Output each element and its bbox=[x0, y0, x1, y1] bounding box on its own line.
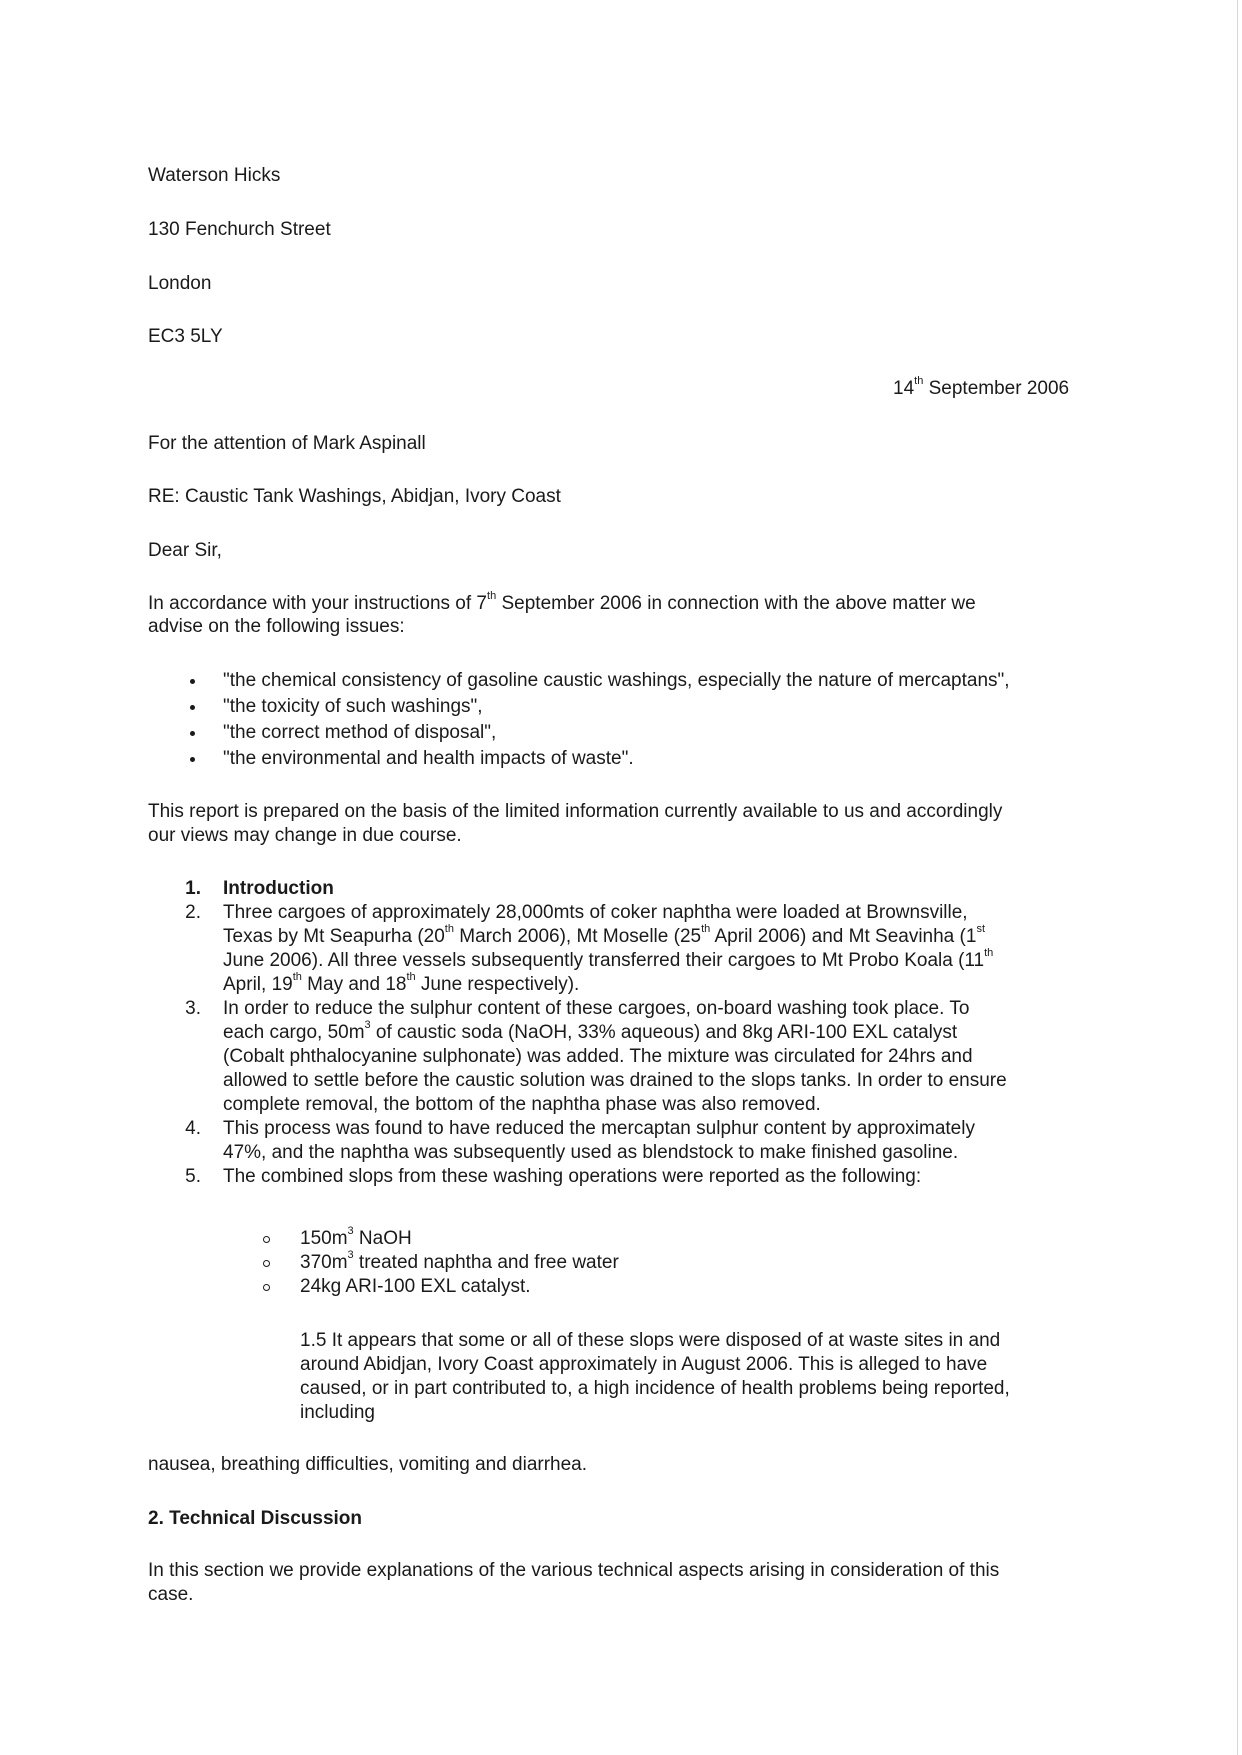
salutation: Dear Sir, bbox=[148, 540, 222, 561]
circle-bullet-icon bbox=[263, 1260, 270, 1267]
para-1-5-line: caused, or in part contributed to, a high incidence of health problems being reported, bbox=[300, 1378, 1010, 1399]
list-number: 1. bbox=[185, 878, 201, 899]
bullet-icon bbox=[190, 731, 195, 736]
symptoms-line: nausea, breathing difficulties, vomiting and diarrhea. bbox=[148, 1454, 588, 1475]
section-2-heading: 2. Technical Discussion bbox=[148, 1508, 363, 1529]
recipient-postcode: EC3 5LY bbox=[148, 326, 223, 347]
item-3-line: (Cobalt phthalocyanine sulphonate) was added. The mixture was circulated for 24hrs and bbox=[223, 1046, 973, 1067]
bullet-icon bbox=[190, 705, 195, 710]
recipient-street: 130 Fenchurch Street bbox=[148, 219, 331, 240]
list-number: 5. bbox=[185, 1166, 201, 1187]
intro-line-1: In accordance with your instructions of 7th September 2006 in connection with the above matter we bbox=[148, 589, 976, 614]
page-edge bbox=[1237, 0, 1238, 1755]
slops-item: $150m^3$ NaOH bbox=[300, 1224, 412, 1249]
section-2-line: case. bbox=[148, 1584, 194, 1605]
list-number: 3. bbox=[185, 998, 201, 1019]
item-3-line: In order to reduce the sulphur content of these cargoes, on-board washing took place. To bbox=[223, 998, 970, 1019]
issue-item: "the correct method of disposal", bbox=[223, 722, 497, 743]
item-3-line: complete removal, the bottom of the naphtha phase was also removed. bbox=[223, 1094, 821, 1115]
circle-bullet-icon bbox=[263, 1236, 270, 1243]
subject-line: RE: Caustic Tank Washings, Abidjan, Ivory Coast bbox=[148, 486, 561, 507]
item-3-line: each cargo, $50m^3$ of caustic soda (NaOH, 33% aqueous) and 8kg ARI-100 EXL catalyst bbox=[223, 1018, 958, 1043]
list-number: 2. bbox=[185, 902, 201, 923]
para-1-5-line: 1.5 It appears that some or all of these slops were disposed of at waste sites in and bbox=[300, 1330, 1001, 1351]
basis-line-1: This report is prepared on the basis of the limited information currently available to us and accordingly bbox=[148, 801, 1003, 822]
recipient-city: London bbox=[148, 273, 212, 294]
basis-line-2: our views may change in due course. bbox=[148, 825, 462, 846]
circle-bullet-icon bbox=[263, 1284, 270, 1291]
item-2-line: June 2006). All three vessels subsequently transferred their cargoes to Mt Probo Koala (11th bbox=[223, 946, 994, 971]
attention-line: For the attention of Mark Aspinall bbox=[148, 433, 426, 454]
item-4-line: 47%, and the naphtha was subsequently used as blendstock to make finished gasoline. bbox=[223, 1142, 959, 1163]
bullet-icon bbox=[190, 757, 195, 762]
item-2-line: Three cargoes of approximately 28,000mts of coker naphtha were loaded at Brownsville, bbox=[223, 902, 968, 923]
para-1-5-line: around Abidjan, Ivory Coast approximately in August 2006. This is alleged to have bbox=[300, 1354, 988, 1375]
intro-line-2: advise on the following issues: bbox=[148, 616, 405, 637]
item-3-line: allowed to settle before the caustic solution was drained to the slops tanks. In order to ensure bbox=[223, 1070, 1007, 1091]
section-2-line: In this section we provide explanations of the various technical aspects arising in consideration of this bbox=[148, 1560, 1000, 1581]
para-1-5-line: including bbox=[300, 1402, 375, 1423]
introduction-heading: Introduction bbox=[223, 878, 334, 899]
bullet-icon bbox=[190, 679, 195, 684]
item-2-line: Texas by Mt Seapurha (20th March 2006), Mt Moselle (25th April 2006) and Mt Seavinha (1st bbox=[223, 922, 985, 947]
list-number: 4. bbox=[185, 1118, 201, 1139]
slops-item: $370m^3$ treated naphtha and free water bbox=[300, 1248, 619, 1273]
item-4-line: This process was found to have reduced the mercaptan sulphur content by approximately bbox=[223, 1118, 975, 1139]
letter-date: 14th September 2006 bbox=[893, 374, 1070, 399]
item-5-line: The combined slops from these washing operations were reported as the following: bbox=[223, 1166, 922, 1187]
item-2-line: April, 19th May and 18th June respectively). bbox=[223, 970, 580, 995]
recipient-name: Waterson Hicks bbox=[148, 165, 281, 186]
issue-item: "the chemical consistency of gasoline caustic washings, especially the nature of mercaptans", bbox=[223, 670, 1010, 691]
issue-item: "the environmental and health impacts of waste". bbox=[223, 748, 634, 769]
slops-item: 24kg ARI-100 EXL catalyst. bbox=[300, 1276, 531, 1297]
issue-item: "the toxicity of such washings", bbox=[223, 696, 483, 717]
